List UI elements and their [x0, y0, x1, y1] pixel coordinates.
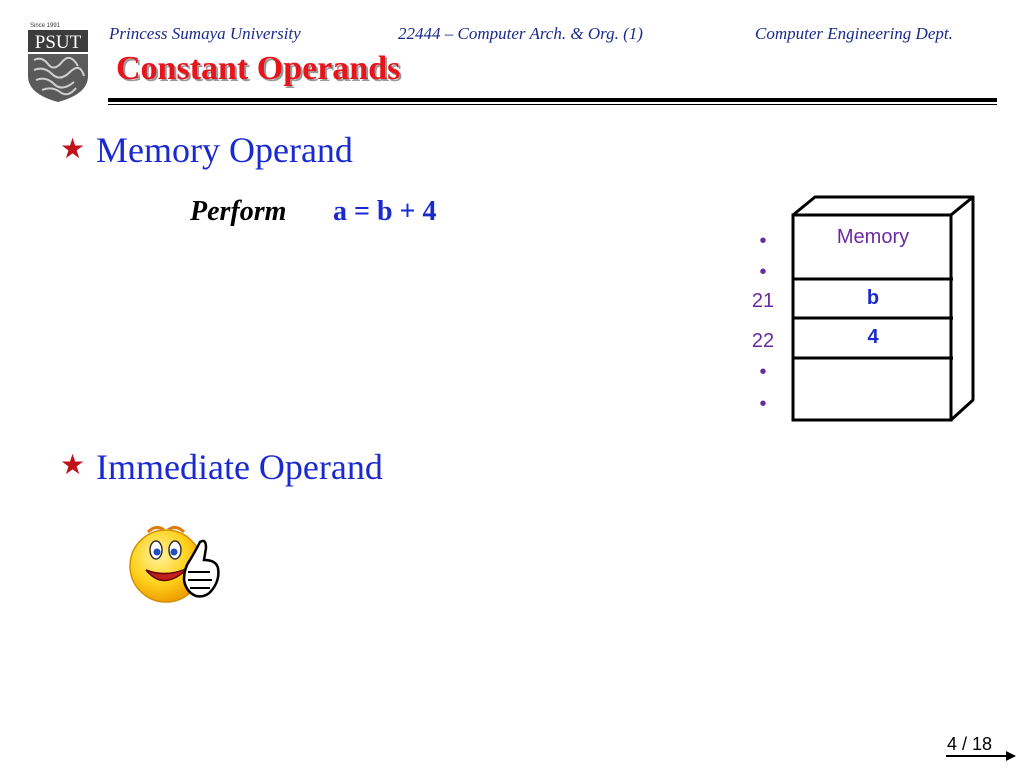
perform-expression: a = b + 4 — [333, 196, 437, 227]
logo-text: PSUT — [34, 32, 82, 53]
header-course: 22444 – Computer Arch. & Org. (1) — [398, 24, 643, 43]
memory-cell-b: b — [866, 287, 880, 309]
memory-address: • — [759, 261, 767, 283]
logo-since: Since 1991 — [30, 23, 61, 29]
smiley-thumbs-up-icon — [126, 520, 226, 606]
memory-address: • — [759, 393, 767, 415]
header-rule-thin — [108, 104, 997, 105]
header-department: Computer Engineering Dept. — [755, 24, 953, 43]
bullet-immediate-operand: Immediate Operand — [96, 447, 383, 487]
memory-heading: Memory — [836, 226, 910, 248]
slide-title: Constant Operands — [116, 50, 401, 87]
bullet-memory-operand: Memory Operand — [96, 130, 353, 170]
memory-address: 22 — [751, 330, 775, 352]
header-university: Princess Sumaya University — [109, 24, 301, 43]
memory-address: 21 — [751, 290, 775, 312]
memory-cell-4: 4 — [867, 326, 879, 348]
memory-address: • — [759, 361, 767, 383]
next-arrow-icon[interactable] — [946, 750, 1016, 762]
page-number: 4 / 18 — [947, 734, 993, 754]
perform-label: Perform — [190, 196, 287, 227]
psut-logo — [26, 20, 90, 102]
header-rule-thick — [108, 98, 997, 102]
star-icon: ★ — [60, 134, 86, 165]
star-icon: ★ — [60, 450, 86, 481]
memory-address: • — [759, 230, 767, 252]
